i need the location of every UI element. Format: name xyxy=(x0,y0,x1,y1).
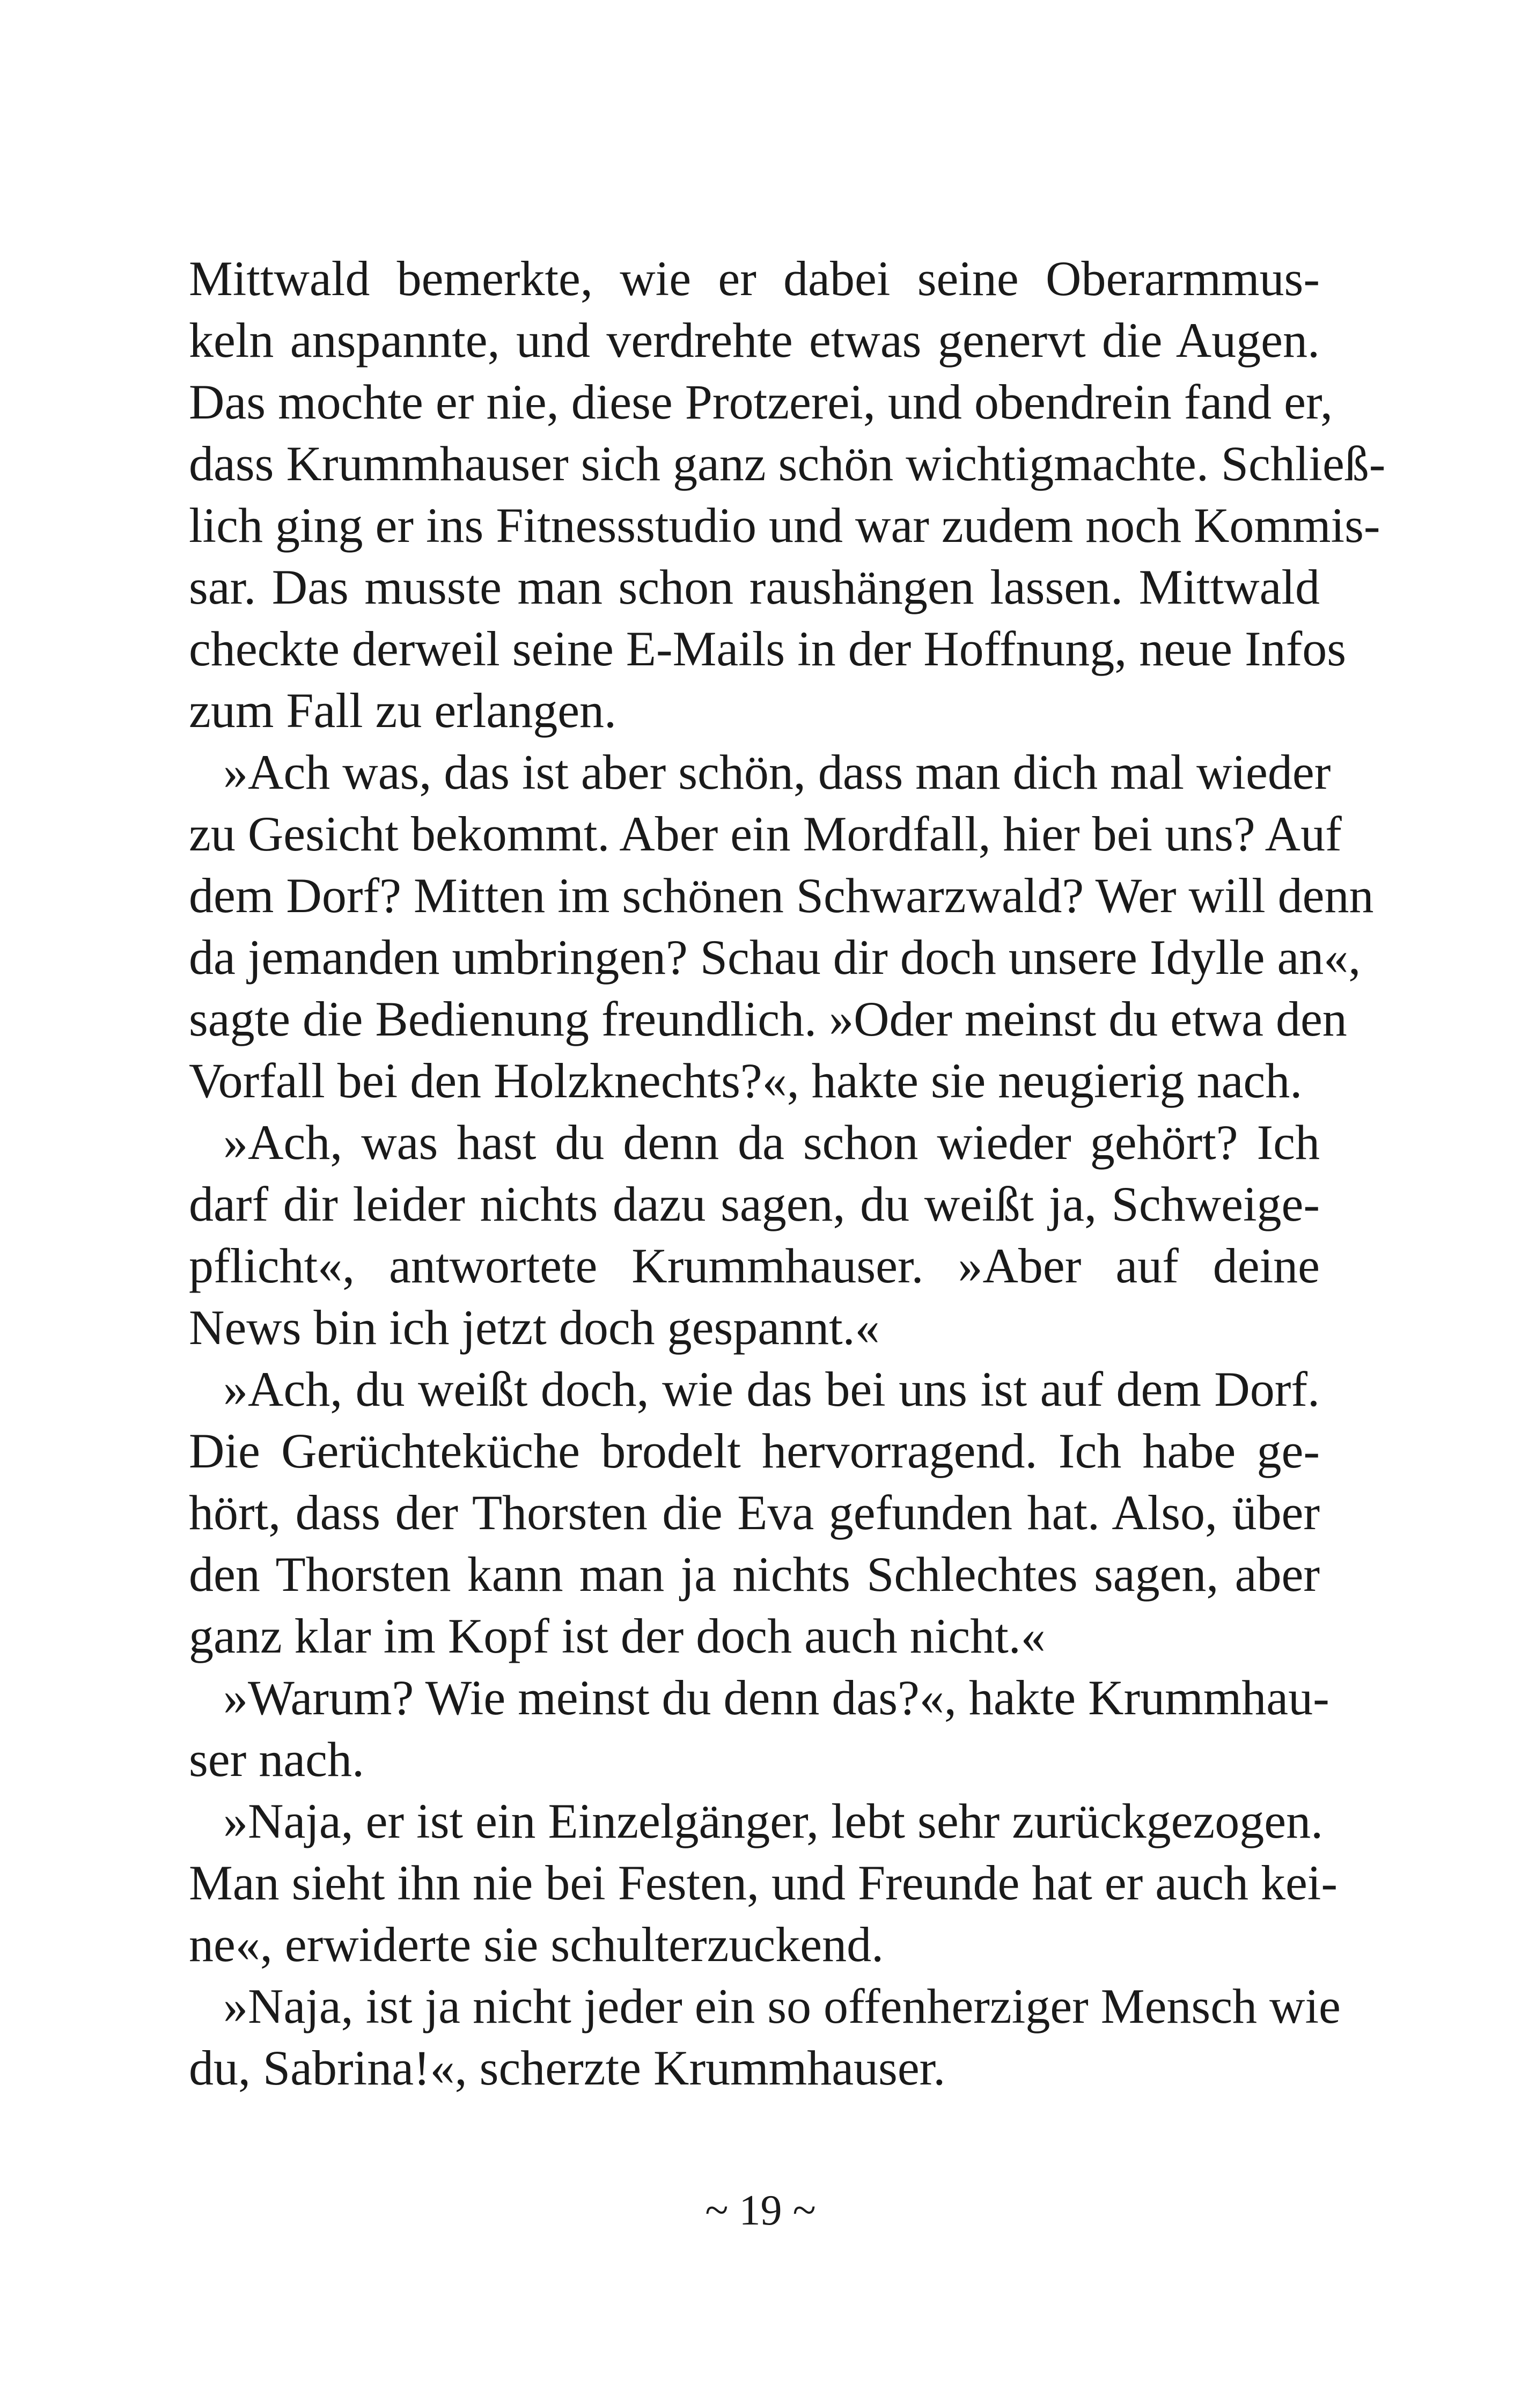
text-line: »Naja, er ist ein Einzelgänger, lebt sehr zurückgezogen. xyxy=(223,1794,1324,1848)
text-line: lich ging er ins Fitnessstudio und war zudem noch Kommis- xyxy=(189,498,1380,553)
text-line: Mittwald bemerkte, wie er dabei seine Oberarmmus- xyxy=(189,251,1320,306)
body-text xyxy=(189,248,1386,2099)
text-line: du, Sabrina!«, scherzte Krummhauser. xyxy=(189,2040,946,2095)
text-line: Man sieht ihn nie bei Festen, und Freunde hat er auch kei- xyxy=(189,1855,1338,1910)
text-line: Vorfall bei den Holzknechts?«, hakte sie neugierig nach. xyxy=(189,1053,1303,1108)
text-line: ne«, erwiderte sie schulterzuckend. xyxy=(189,1917,884,1972)
text-line: Das mochte er nie, diese Protzerei, und obendrein fand er, xyxy=(189,375,1333,429)
text-line: sar. Das musste man schon raushängen lassen. Mittwald xyxy=(189,560,1320,614)
text-line: hört, dass der Thorsten die Eva gefunden hat. Also, über xyxy=(189,1485,1320,1540)
text-line: News bin ich jetzt doch gespannt.« xyxy=(189,1300,880,1355)
page-number: ~ 19 ~ xyxy=(705,2187,816,2234)
text-line: zum Fall zu erlangen. xyxy=(189,683,617,738)
text-line: den Thorsten kann man ja nichts Schlechtes sagen, aber xyxy=(189,1547,1320,1602)
text-line: »Ach, was hast du denn da schon wieder gehört? Ich xyxy=(223,1115,1320,1170)
text-line: keln anspannte, und verdrehte etwas genervt die Augen. xyxy=(189,313,1320,368)
text-line: »Naja, ist ja nicht jeder ein so offenherziger Mensch wie xyxy=(223,1979,1341,2033)
text-line: dem Dorf? Mitten im schönen Schwarzwald? Wer will denn xyxy=(189,868,1374,923)
text-line: ganz klar im Kopf ist der doch auch nicht.« xyxy=(189,1609,1046,1663)
text-line: ser nach. xyxy=(189,1732,364,1787)
text-line: »Warum? Wie meinst du denn das?«, hakte Krummhau- xyxy=(223,1670,1329,1725)
text-line: Die Gerüchteküche brodelt hervorragend. Ich habe ge- xyxy=(189,1423,1320,1478)
text-line: darf dir leider nichts dazu sagen, du weißt ja, Schweige- xyxy=(189,1177,1320,1231)
text-line: »Ach was, das ist aber schön, dass man dich mal wieder xyxy=(223,745,1331,799)
text-line: »Ach, du weißt doch, wie das bei uns ist auf dem Dorf. xyxy=(223,1362,1320,1416)
text-line: zu Gesicht bekommt. Aber ein Mordfall, hier bei uns? Auf xyxy=(189,806,1342,861)
text-line: dass Krummhauser sich ganz schön wichtigmachte. Schließ- xyxy=(189,436,1386,491)
text-line: checkte derweil seine E-Mails in der Hoffnung, neue Infos xyxy=(189,621,1347,676)
text-line: da jemanden umbringen? Schau dir doch unsere Idylle an«, xyxy=(189,930,1361,985)
text-line: sagte die Bedienung freundlich. »Oder meinst du etwa den xyxy=(189,992,1347,1046)
text-line: pflicht«, antwortete Krummhauser. »Aber auf deine xyxy=(189,1238,1320,1293)
